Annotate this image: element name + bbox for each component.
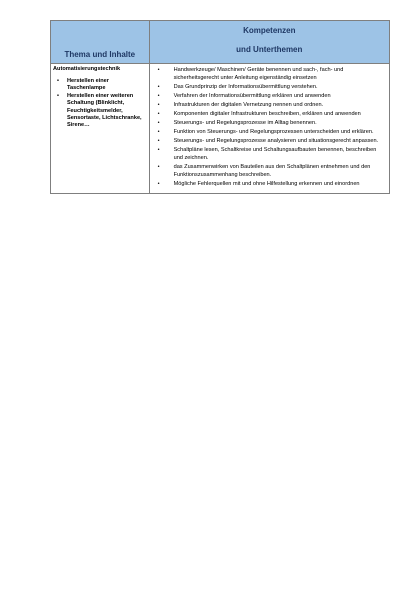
competence-item-text: Verfahren der Informationsübermittlung erklären und anwenden xyxy=(173,93,331,100)
bullet-icon: • xyxy=(157,120,160,127)
competence-item xyxy=(157,180,386,188)
competence-item xyxy=(157,146,386,162)
bullet-icon: • xyxy=(157,129,160,135)
competence-heading xyxy=(149,21,389,64)
topic-item-text: Herstellen einer weiteren Schaltung (Blinklicht, Feuchtigkeitsmelder, Sensortaste, Lichtschranke, Sirene… xyxy=(67,92,142,129)
competence-item-text: Funktion von Steuerungs- und Regelungsprozessen unterscheiden und erklären. xyxy=(173,129,374,135)
competence-item xyxy=(157,92,386,100)
competence-item xyxy=(157,137,386,145)
bullet-icon: • xyxy=(157,93,160,100)
bullet-icon: • xyxy=(157,146,160,153)
topic-list xyxy=(53,78,147,130)
header-row xyxy=(51,21,390,64)
topic-heading: Thema und Inhalte xyxy=(51,21,150,64)
competence-heading-line1: Kompetenzen xyxy=(243,26,296,35)
competence-item xyxy=(157,83,386,91)
bullet-icon: • xyxy=(157,111,160,118)
bullet-icon: • xyxy=(157,84,160,91)
competence-heading-line2: und Unterthemen xyxy=(236,45,303,54)
bullet-icon: • xyxy=(157,164,160,171)
competence-item-text: Handwerkzeuge/ Maschinen/ Geräte benennen und sach-, fach- und sicherheitsgerecht unter Anleitung eigenständig einsetzen xyxy=(173,67,344,82)
competence-item xyxy=(157,128,386,136)
bullet-icon: • xyxy=(57,92,59,99)
bullet-icon: • xyxy=(157,67,160,73)
competence-item xyxy=(157,110,386,118)
content-row xyxy=(51,64,390,194)
topic-cell xyxy=(51,64,150,194)
topic-item xyxy=(57,78,147,93)
topic-title: Automatisierungstechnik xyxy=(53,66,121,72)
competence-item-text: Infrastrukturen der digitalen Vernetzung nennen und ordnen. xyxy=(173,102,324,109)
bullet-icon: • xyxy=(157,181,160,188)
competence-item xyxy=(157,101,386,109)
competence-item-text: Steuerungs- und Regelungsprozesse analysieren und situationsgerecht anpassen. xyxy=(173,137,379,144)
competence-cell xyxy=(149,64,389,194)
competence-list xyxy=(152,66,386,188)
competence-item-text: Schaltpläne lesen, Schaltkreise und Schaltungsaufbauten benennen, beschreiben und zeichnen. xyxy=(173,146,377,162)
competence-item xyxy=(157,163,386,179)
topic-item-text: Herstellen einer Taschenlampe xyxy=(67,78,109,92)
competence-item xyxy=(157,66,386,82)
curriculum-table xyxy=(50,20,390,194)
competence-item-text: Komponenten digitaler Infrastrukturen beschreiben, erklären und anwenden xyxy=(173,111,361,118)
competence-item xyxy=(157,119,386,127)
topic-item xyxy=(57,92,147,130)
bullet-icon: • xyxy=(157,137,160,144)
bullet-icon: • xyxy=(57,78,59,84)
competence-item-text: Steuerungs- und Regelungsprozesse im Alltag benennen. xyxy=(173,120,317,127)
competence-item-text: das Zusammenwirken von Bauteilen aus den Schaltplänen entnehmen und den Funktionszusammenhang beschreiben. xyxy=(173,164,371,179)
bullet-icon: • xyxy=(157,102,160,109)
competence-item-text: Das Grundprinzip der Informationsübermittlung verstehen. xyxy=(173,84,318,91)
competence-item-text: Mögliche Fehlerquellen mit und ohne Hilfestellung erkennen und einordnen xyxy=(173,181,360,188)
